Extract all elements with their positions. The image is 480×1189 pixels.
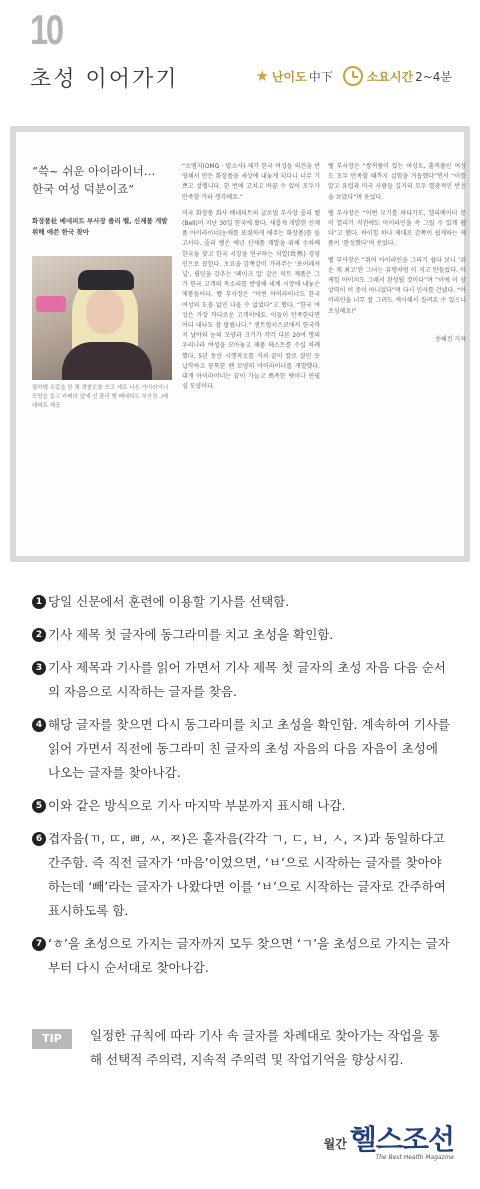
step-text: 겹자음(ㄲ, ㄸ, ㅃ, ㅆ, ㅉ)은 홑자음(각각 ㄱ, ㄷ, ㅂ, ㅅ, ㅈ)과 동일하다고 간주함. 즉 직전 글자가 ‘마음’이었으면, ‘ㅂ’으로 시작하는 글자를 찾아야 하는데 ‘빼’라는 글자가 나왔다면 이를 ‘ㅂ’으로 시작하는 글자로 간주하여 표시하도록 함.: [48, 831, 446, 918]
article-paragraph: 벨 부사장은 “쥐어 아이라인을 그리기 쉽다 보니 ‘쉬운 게 최고’란 그녀는 유행처럼 이 지고 만들었다. 아케일 아이치도 그래서 완성될 것이다”며 “이에 이 상상력이 이 중이 아니었다”며 다시 인사를 건넸다. “아이라인을 너무 잘 그려도 섹시해서 질려요 수 있으니 조심해요!”: [328, 256, 466, 315]
step-text: 이와 같은 방식으로 기사 마지막 부분까지 표시해 나감.: [48, 798, 346, 813]
instruction-list: [32, 590, 452, 989]
step-number-badge: 7: [32, 937, 46, 951]
list-item: [32, 623, 452, 647]
step-text: 기사 제목과 기사를 읽어 가면서 기사 제목 첫 글자의 초성 자음 다음 순서의 자음으로 시작하는 글자를 찾음.: [48, 660, 446, 699]
time-value: 2~4분: [415, 69, 452, 84]
list-item: [32, 932, 452, 980]
logo-tagline: The Best Health Magazine: [375, 1154, 454, 1161]
step-text: ‘ㅎ’을 초성으로 가지는 글자까지 모두 찾으면 ‘ㄱ’을 초성으로 가지는 글자부터 다시 순서대로 찾아나감.: [48, 936, 450, 975]
difficulty-label: 난이도: [271, 69, 307, 84]
page-title: 초성 이어가기: [30, 67, 179, 92]
list-item: [32, 827, 452, 923]
list-item: [32, 794, 452, 818]
list-item: [32, 590, 452, 614]
tip-text: 일정한 규칙에 따라 기사 속 글자를 차례대로 찾아가는 작업을 통해 선택적 주의력, 지속적 주의력 및 작업기억을 향상시킴.: [90, 1028, 440, 1067]
time-label: 소요시간: [366, 69, 414, 84]
step-number-badge: 6: [32, 832, 46, 846]
difficulty-value: 中下: [308, 69, 333, 84]
list-item: [32, 656, 452, 704]
article-headline: [32, 162, 172, 198]
article-byline: 송혜진 기자: [435, 335, 466, 343]
article-paragraph: 벨 부사장은 “이번 모기를 하다가도, 엘리베이터 문이 열리기 직전에도 아이라인을 쓱 그릴 수 있게 됐다”고 했다. 하이힐 하나 제대로 감쪽이 쉽게하는 제품이 ‘완성했다’며 웃었다.: [328, 209, 466, 248]
step-number-badge: 3: [32, 661, 46, 675]
clock-icon: [343, 66, 363, 86]
step-number-badge: 1: [32, 595, 46, 609]
photo-caption: 필하벨 수갑을 한 채 경찰모를 쓰고 세로 나온 아이라이너 모양을 들고 카메라 앞에 선 줄리 벨 베네피트 부사장. /베네피트 제공: [32, 385, 169, 409]
tip-badge: TIP: [32, 1029, 72, 1049]
step-text: 기사 제목 첫 글자에 동그라미를 치고 초성을 확인함.: [48, 627, 334, 642]
exercise-meta: [255, 66, 452, 86]
step-text: 해당 글자를 찾으면 다시 동그라미를 치고 초성을 확인함. 계속하여 기사를 읽어 가면서 직전에 동그라미 친 글자의 초성 자음의 다음 자음이 초성에 나오는 글자를 찾아나감.: [48, 717, 450, 780]
newspaper-article: [10, 126, 470, 562]
article-column-1: [182, 162, 320, 398]
step-number-badge: 4: [32, 718, 46, 732]
headline-line-1: “쓱~ 쉬운 아이라이너…: [32, 164, 156, 178]
article-photo: [32, 256, 172, 380]
article-paragraph: “오엠지(OMG · 맙소사) 제가 한국 여성들 의견을 반영해서 만든 화장품을 세상에 내놓게 되다니 너무 기쁘고 설렙니다. 한 번에 고치고 바꿀 수 있어 모두가 만족할 거라 생각해요.”: [182, 163, 320, 201]
star-icon: ★: [255, 67, 269, 85]
step-number-badge: 5: [32, 799, 46, 813]
article-paragraph: 벨 부사장은 “쌍꺼풀이 있는 여성도, 홑꺼풀인 여성도 모두 만족할 때까지 실험을 거듭했다”면서 “이를 알고 유럽과 미국 사람들 길거리 모두 열광적인 반응을 보였다”며 웃었다.: [328, 163, 466, 201]
article-subhead: 화장품社 베네피트 부사장 줄리 벨, 신제품 개발 위해 애쓴 한국 찾아: [32, 217, 168, 236]
list-item: [32, 713, 452, 785]
step-number-badge: 2: [32, 628, 46, 642]
exercise-number: 10: [30, 6, 62, 53]
step-text: 당일 신문에서 훈련에 이용할 기사를 선택함.: [48, 594, 290, 609]
magazine-logo: [324, 1124, 454, 1161]
article-column-2: [328, 162, 466, 345]
logo-name: 헬스조선: [349, 1123, 454, 1156]
headline-line-2: 한국 여성 덕분이죠”: [32, 182, 135, 196]
article-paragraph: 미국 화장품 회사 베네피트의 글로벌 부사장 줄리 벨(Bell)이 지난 30일 한국에 왔다. 새롭게 개발한 신제품 아이라이너(눈매를 또렷하게 해주는 화장품)를 들고서다. 줄리 벨은 예년 신제품 개발을 위해 수차례 한국을 찾고 한국 시장을 연구하는 치열(致熱) 경영인으로 꼽힌다. 오묘을 감쪽같이 가려주는 ‘포어페셔널’, 립틴을 감추는 ‘페이크 업’ 같은 히트 제품은 그가 한국 고객의 목소리를 반영해 세계 시장에 내놓은 제품들이다. 벨 부사장은 “이번 아이라이너도 한국 여성의 도움 없인 나올 수 없었다”고 했다. “한국 여성은 가장 까다로운 고객이에요. 이들이 만족한다면 어디 내놔도 잘 팔립니다.” 센트럴시스코에서 한국까지 날아와 눈의 모양과 크기가 각각 다른 20여 명의 우리나라 여성을 모아놓고 제품 테스트를 수십 차례 했다. 5년 동안 시행착오를 거쳐 끝이 칼로 잘린 듯 납작하고 뭉툭한 펜 모양의 아이라이너를 개발했다. 대개 아이라이너는 끝이 가늘고 뾰족한 펫이나 연필심 모양이다.: [182, 209, 320, 391]
logo-prefix: 월간: [323, 1137, 347, 1151]
